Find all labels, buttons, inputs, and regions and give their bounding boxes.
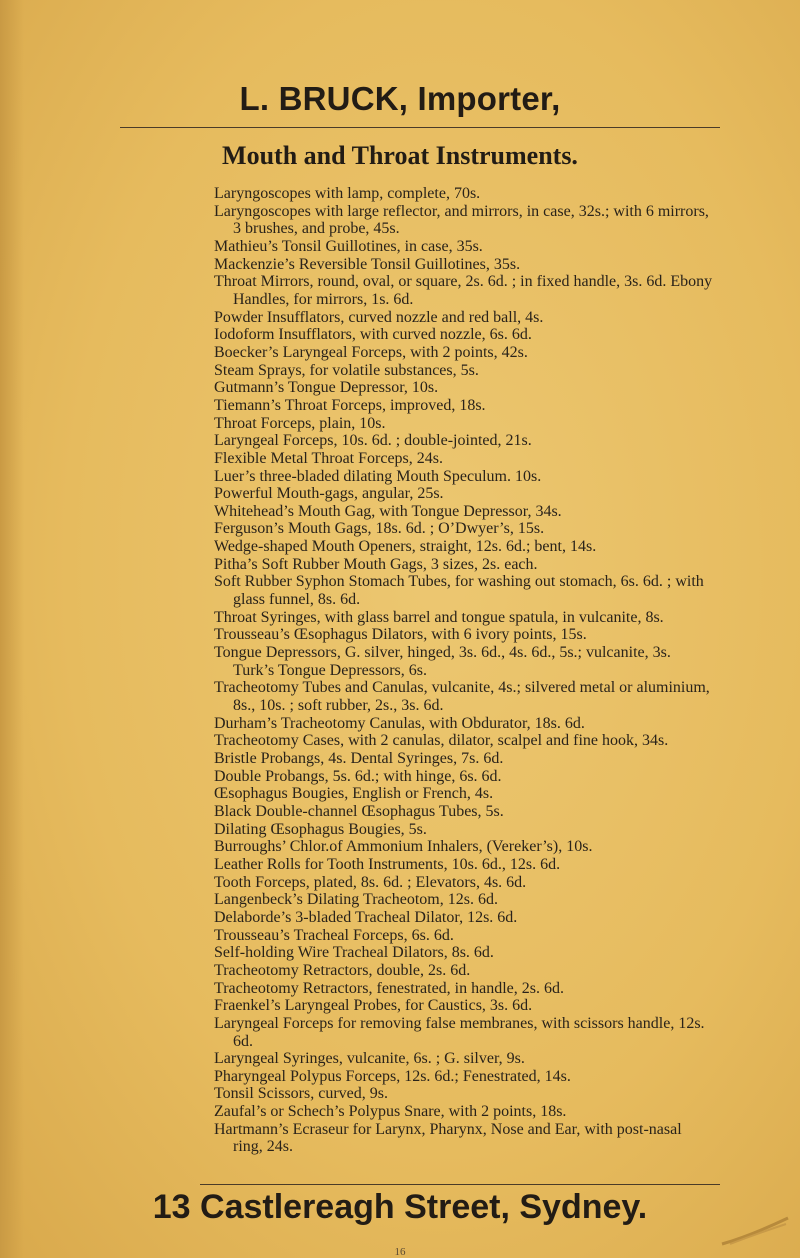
list-item: Zaufal’s or Schech’s Polypus Snare, with 2 points, 18s. xyxy=(214,1103,567,1121)
page-header: L. BRUCK, Importer, xyxy=(239,80,561,117)
list-item: Tooth Forceps, plated, 8s. 6d. ; Elevators, 4s. 6d. xyxy=(214,873,527,891)
list-item: Gutmann’s Tongue Depressor, 10s. xyxy=(214,379,439,397)
list-item: Tongue Depressors, G. silver, hinged, 3s. 6d., 4s. 6d., 5s.; vulcanite, 3s. Turk’s Tongue Depressors, 6s. xyxy=(214,644,671,679)
section-title: Mouth and Throat Instruments. xyxy=(222,141,578,170)
list-item: Whitehead’s Mouth Gag, with Tongue Depressor, 34s. xyxy=(214,502,562,520)
list-item: Durham’s Tracheotomy Canulas, with Obdurator, 18s. 6d. xyxy=(214,714,585,732)
instrument-list xyxy=(214,185,714,1156)
list-item: Laryngoscopes with large reflector, and mirrors, in case, 32s.; with 6 mirrors, 3 brushes, and probe, 45s. xyxy=(214,202,709,238)
list-item: Trousseau’s Œsophagus Dilators, with 6 ivory points, 15s. xyxy=(214,626,587,644)
header-rule xyxy=(120,127,720,128)
list-item: Flexible Metal Throat Forceps, 24s. xyxy=(214,449,443,467)
list-item: Mathieu’s Tonsil Guillotines, in case, 35s. xyxy=(214,237,483,255)
list-item: Powerful Mouth-gags, angular, 25s. xyxy=(214,485,444,503)
list-item: Powder Insufflators, curved nozzle and red ball, 4s. xyxy=(214,308,544,326)
list-item: Pitha’s Soft Rubber Mouth Gags, 3 sizes, 2s. each. xyxy=(214,555,538,573)
list-item: Fraenkel’s Laryngeal Probes, for Caustics, 3s. 6d. xyxy=(214,997,533,1015)
list-item: Self-holding Wire Tracheal Dilators, 8s. 6d. xyxy=(214,944,494,962)
list-item: Langenbeck’s Dilating Tracheotom, 12s. 6d. xyxy=(214,891,498,909)
list-item: Throat Syringes, with glass barrel and tongue spatula, in vulcanite, 8s. xyxy=(214,608,664,626)
page-footer: 13 Castlereagh Street, Sydney. xyxy=(152,1188,648,1226)
list-item: Luer’s three-bladed dilating Mouth Speculum. 10s. xyxy=(214,467,542,485)
page-curl-mark xyxy=(720,1216,790,1246)
list-item: Tonsil Scissors, curved, 9s. xyxy=(214,1085,388,1103)
list-item: Dilating Œsophagus Bougies, 5s. xyxy=(214,820,427,838)
list-item: Tracheotomy Retractors, double, 2s. 6d. xyxy=(214,961,471,979)
list-item: Bristle Probangs, 4s. Dental Syringes, 7s. 6d. xyxy=(214,750,504,767)
list-item: Mackenzie’s Reversible Tonsil Guillotines, 35s. xyxy=(214,255,521,273)
list-item: Wedge-shaped Mouth Openers, straight, 12s. 6d.; bent, 14s. xyxy=(214,538,597,556)
list-item: Tiemann’s Throat Forceps, improved, 18s. xyxy=(214,396,486,414)
list-item: Laryngeal Syringes, vulcanite, 6s. ; G. silver, 9s. xyxy=(214,1050,525,1068)
footer-rule xyxy=(200,1184,720,1185)
list-item: Œsophagus Bougies, English or French, 4s. xyxy=(214,785,494,803)
list-item: Ferguson’s Mouth Gags, 18s. 6d. ; O’Dwyer’s, 15s. xyxy=(214,520,545,538)
list-item: Leather Rolls for Tooth Instruments, 10s. 6d., 12s. 6d. xyxy=(214,855,561,873)
list-item: Hartmann’s Ecraseur for Larynx, Pharynx, Nose and Ear, with post-nasal ring, 24s. xyxy=(214,1120,682,1156)
list-item: Tracheotomy Cases, with 2 canulas, dilator, scalpel and fine hook, 34s. xyxy=(214,732,669,750)
list-item: Laryngeal Forceps, 10s. 6d. ; double-jointed, 21s. xyxy=(214,432,532,450)
list-item: Boecker’s Laryngeal Forceps, with 2 points, 42s. xyxy=(214,343,528,361)
list-item: Steam Sprays, for volatile substances, 5s. xyxy=(214,361,479,379)
list-item: Laryngoscopes with lamp, complete, 70s. xyxy=(214,185,481,202)
list-item: Burroughs’ Chlor.of Ammonium Inhalers, (Vereker’s), 10s. xyxy=(214,838,593,856)
page-number: 16 xyxy=(394,1246,406,1258)
page-edge-shadow xyxy=(0,0,24,1258)
list-item: Pharyngeal Polypus Forceps, 12s. 6d.; Fenestrated, 14s. xyxy=(214,1067,571,1085)
list-item: Tracheotomy Tubes and Canulas, vulcanite, 4s.; silvered metal or aluminium, 8s., 10s. ; soft rubber, 2s., 3s. 6d. xyxy=(214,679,710,715)
list-item: Black Double-channel Œsophagus Tubes, 5s. xyxy=(214,802,504,820)
list-item: Iodoform Insufflators, with curved nozzle, 6s. 6d. xyxy=(214,326,532,344)
list-item: Trousseau’s Tracheal Forceps, 6s. 6d. xyxy=(214,926,454,944)
list-item: Laryngeal Forceps for removing false membranes, with scissors handle, 12s. 6d. xyxy=(214,1014,705,1050)
list-item: Delaborde’s 3-bladed Tracheal Dilator, 12s. 6d. xyxy=(214,908,518,926)
list-item: Tracheotomy Retractors, fenestrated, in handle, 2s. 6d. xyxy=(214,979,564,997)
list-item: Throat Mirrors, round, oval, or square, 2s. 6d. ; in fixed handle, 3s. 6d. Ebony Handles, for mirrors, 1s. 6d. xyxy=(214,273,713,308)
list-item: Soft Rubber Syphon Stomach Tubes, for washing out stomach, 6s. 6d. ; with glass funnel, 8s. 6d. xyxy=(214,573,704,609)
list-item: Double Probangs, 5s. 6d.; with hinge, 6s. 6d. xyxy=(214,767,502,785)
list-item: Throat Forceps, plain, 10s. xyxy=(214,414,386,432)
